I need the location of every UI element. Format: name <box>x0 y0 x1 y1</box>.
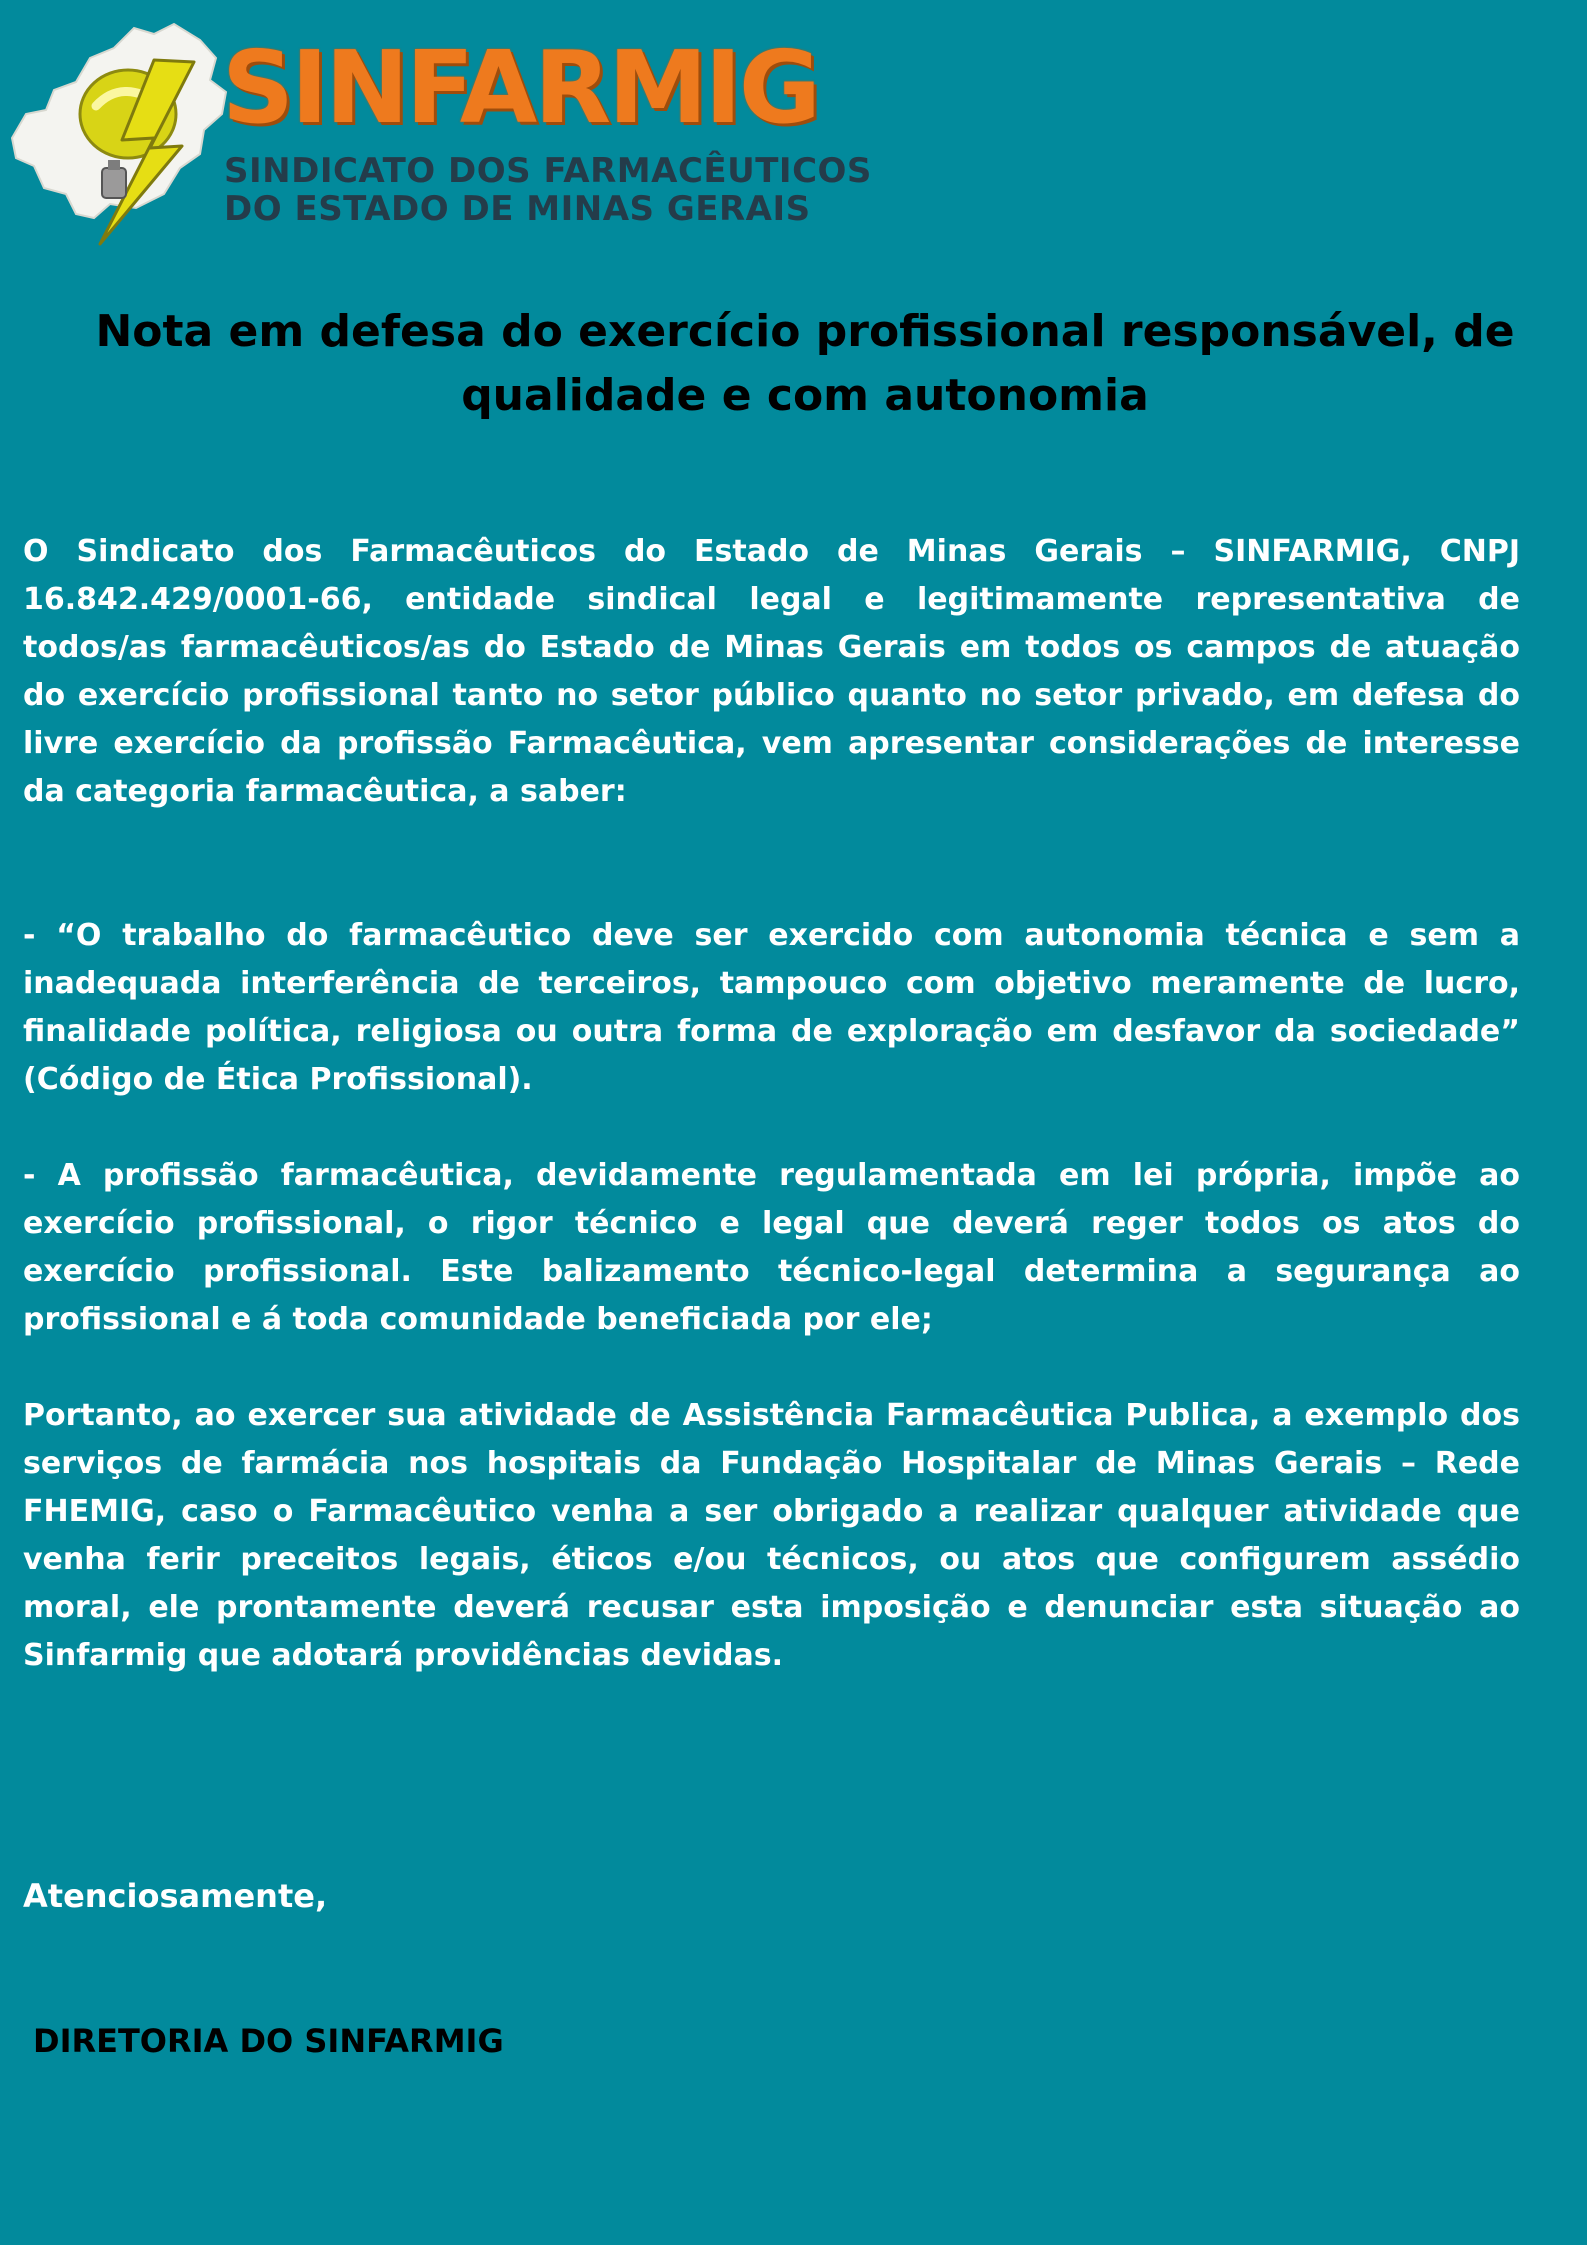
logo-subtitle-line-1: SINDICATO DOS FARMACÊUTICOS <box>224 151 872 191</box>
intro-paragraph: O Sindicato dos Farmacêuticos do Estado de Minas Gerais – SINFARMIG, CNPJ 16.842.429/0001-66, entidade sindical legal e legitimamente representativa de todos/as farmacêuticos/as do Estado de Minas Gerais em todos os campos de atuação do exercício profissional tanto no setor público quanto no setor privado, em defesa do livre exercício da profissão Farmacêutica, vem apresentar considerações de interesse da categoria farmacêutica, a saber: <box>23 534 1520 809</box>
point-regulated-profession: - A profissão farmacêutica, devidamente regulamentada em lei própria, impõe ao exercício profissional, o rigor técnico e legal que deverá reger todos os atos do exercício profissional. Este balizamento técnico-legal determina a segurança ao profissional e á toda comunidade beneficiada por ele; <box>23 1158 1520 1337</box>
logo-subtitle-line-2: DO ESTADO DE MINAS GERAIS <box>224 189 811 229</box>
signature: DIRETORIA DO SINFARMIG <box>33 2022 504 2060</box>
document-title: Nota em defesa do exercício profissional responsável, de qualidade e com autonomia <box>95 306 1515 421</box>
sinfarmig-logo <box>4 18 872 258</box>
closing-salutation: Atenciosamente, <box>23 1877 328 1915</box>
conclusion-paragraph: Portanto, ao exercer sua atividade de Assistência Farmacêutica Publica, a exemplo dos serviços de farmácia nos hospitais da Fundação Hospitalar de Minas Gerais – Rede FHEMIG, caso o Farmacêutico venha a ser obrigado a realizar qualquer atividade que venha ferir preceitos legais, éticos e/ou técnicos, ou atos que configurem assédio moral, ele prontamente deverá recusar esta imposição e denunciar esta situação ao Sinfarmig que adotará providências devidas. <box>23 1398 1520 1673</box>
logo-wordmark: SINFARMIG <box>222 29 818 146</box>
minas-gerais-lightning-emblem-icon <box>4 18 234 258</box>
point-code-of-ethics: - “O trabalho do farmacêutico deve ser exercido com autonomia técnica e sem a inadequada interferência de terceiros, tampouco com objetivo meramente de lucro, finalidade política, religiosa ou outra forma de exploração em desfavor da sociedade” (Código de Ética Profissional). <box>23 918 1520 1097</box>
